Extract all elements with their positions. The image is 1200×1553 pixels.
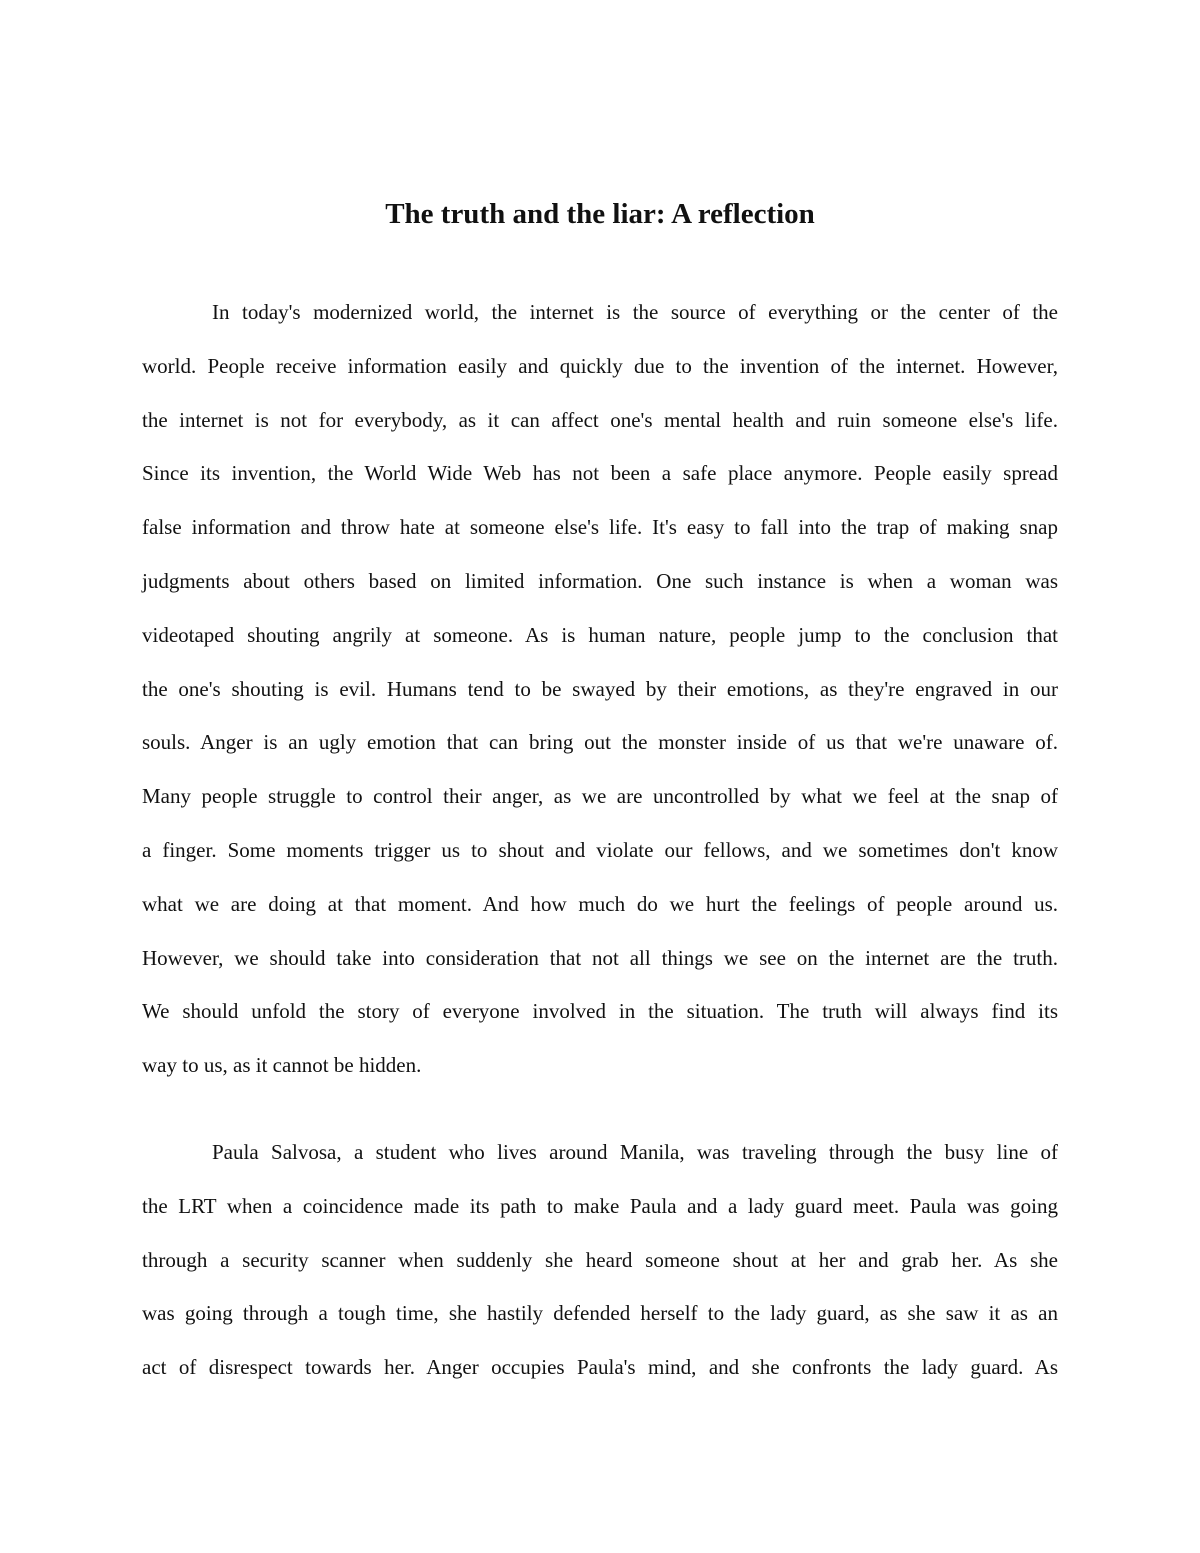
paragraph-line: souls. Anger is an ugly emotion that can bring out the monster inside of us that we're unaware of. bbox=[142, 730, 1058, 755]
document-title: The truth and the liar: A reflection bbox=[385, 198, 815, 230]
paragraph-line: act of disrespect towards her. Anger occupies Paula's mind, and she confronts the lady guard. As bbox=[142, 1355, 1058, 1380]
paragraph-line: Since its invention, the World Wide Web has not been a safe place anymore. People easily spread bbox=[142, 461, 1058, 486]
paragraph-line: the internet is not for everybody, as it can affect one's mental health and ruin someone else's life. bbox=[142, 407, 1058, 432]
paragraph-1 bbox=[142, 286, 1058, 1093]
paragraph-2 bbox=[142, 1126, 1058, 1395]
paragraph-line: world. People receive information easily and quickly due to the invention of the internet. However, bbox=[142, 353, 1058, 378]
paragraph-line: false information and throw hate at someone else's life. It's easy to fall into the trap of making snap bbox=[142, 515, 1058, 540]
paragraph-line: what we are doing at that moment. And how much do we hurt the feelings of people around us. bbox=[142, 891, 1058, 916]
paragraph-line: the LRT when a coincidence made its path to make Paula and a lady guard meet. Paula was going bbox=[142, 1193, 1058, 1218]
paragraph-line: We should unfold the story of everyone involved in the situation. The truth will always find its bbox=[142, 999, 1058, 1024]
paragraph-line: was going through a tough time, she hastily defended herself to the lady guard, as she saw it as an bbox=[142, 1301, 1058, 1326]
paragraph-line: judgments about others based on limited information. One such instance is when a woman was bbox=[142, 568, 1058, 593]
paragraph-line: a finger. Some moments trigger us to shout and violate our fellows, and we sometimes don't know bbox=[142, 837, 1058, 862]
paragraph-line: way to us, as it cannot be hidden. bbox=[142, 1053, 422, 1078]
paragraph-line: However, we should take into consideration that not all things we see on the internet are the truth. bbox=[142, 945, 1058, 970]
paragraph-line: Paula Salvosa, a student who lives around Manila, was traveling through the busy line of bbox=[212, 1140, 1058, 1164]
paragraph-line: the one's shouting is evil. Humans tend to be swayed by their emotions, as they're engraved in our bbox=[142, 676, 1058, 701]
paragraph-line: videotaped shouting angrily at someone. As is human nature, people jump to the conclusion that bbox=[142, 622, 1058, 647]
paragraph-line: through a security scanner when suddenly she heard someone shout at her and grab her. As she bbox=[142, 1247, 1058, 1272]
paragraph-line: Many people struggle to control their anger, as we are uncontrolled by what we feel at the snap of bbox=[142, 784, 1058, 809]
paragraph-line: In today's modernized world, the internet is the source of everything or the center of the bbox=[212, 300, 1058, 324]
